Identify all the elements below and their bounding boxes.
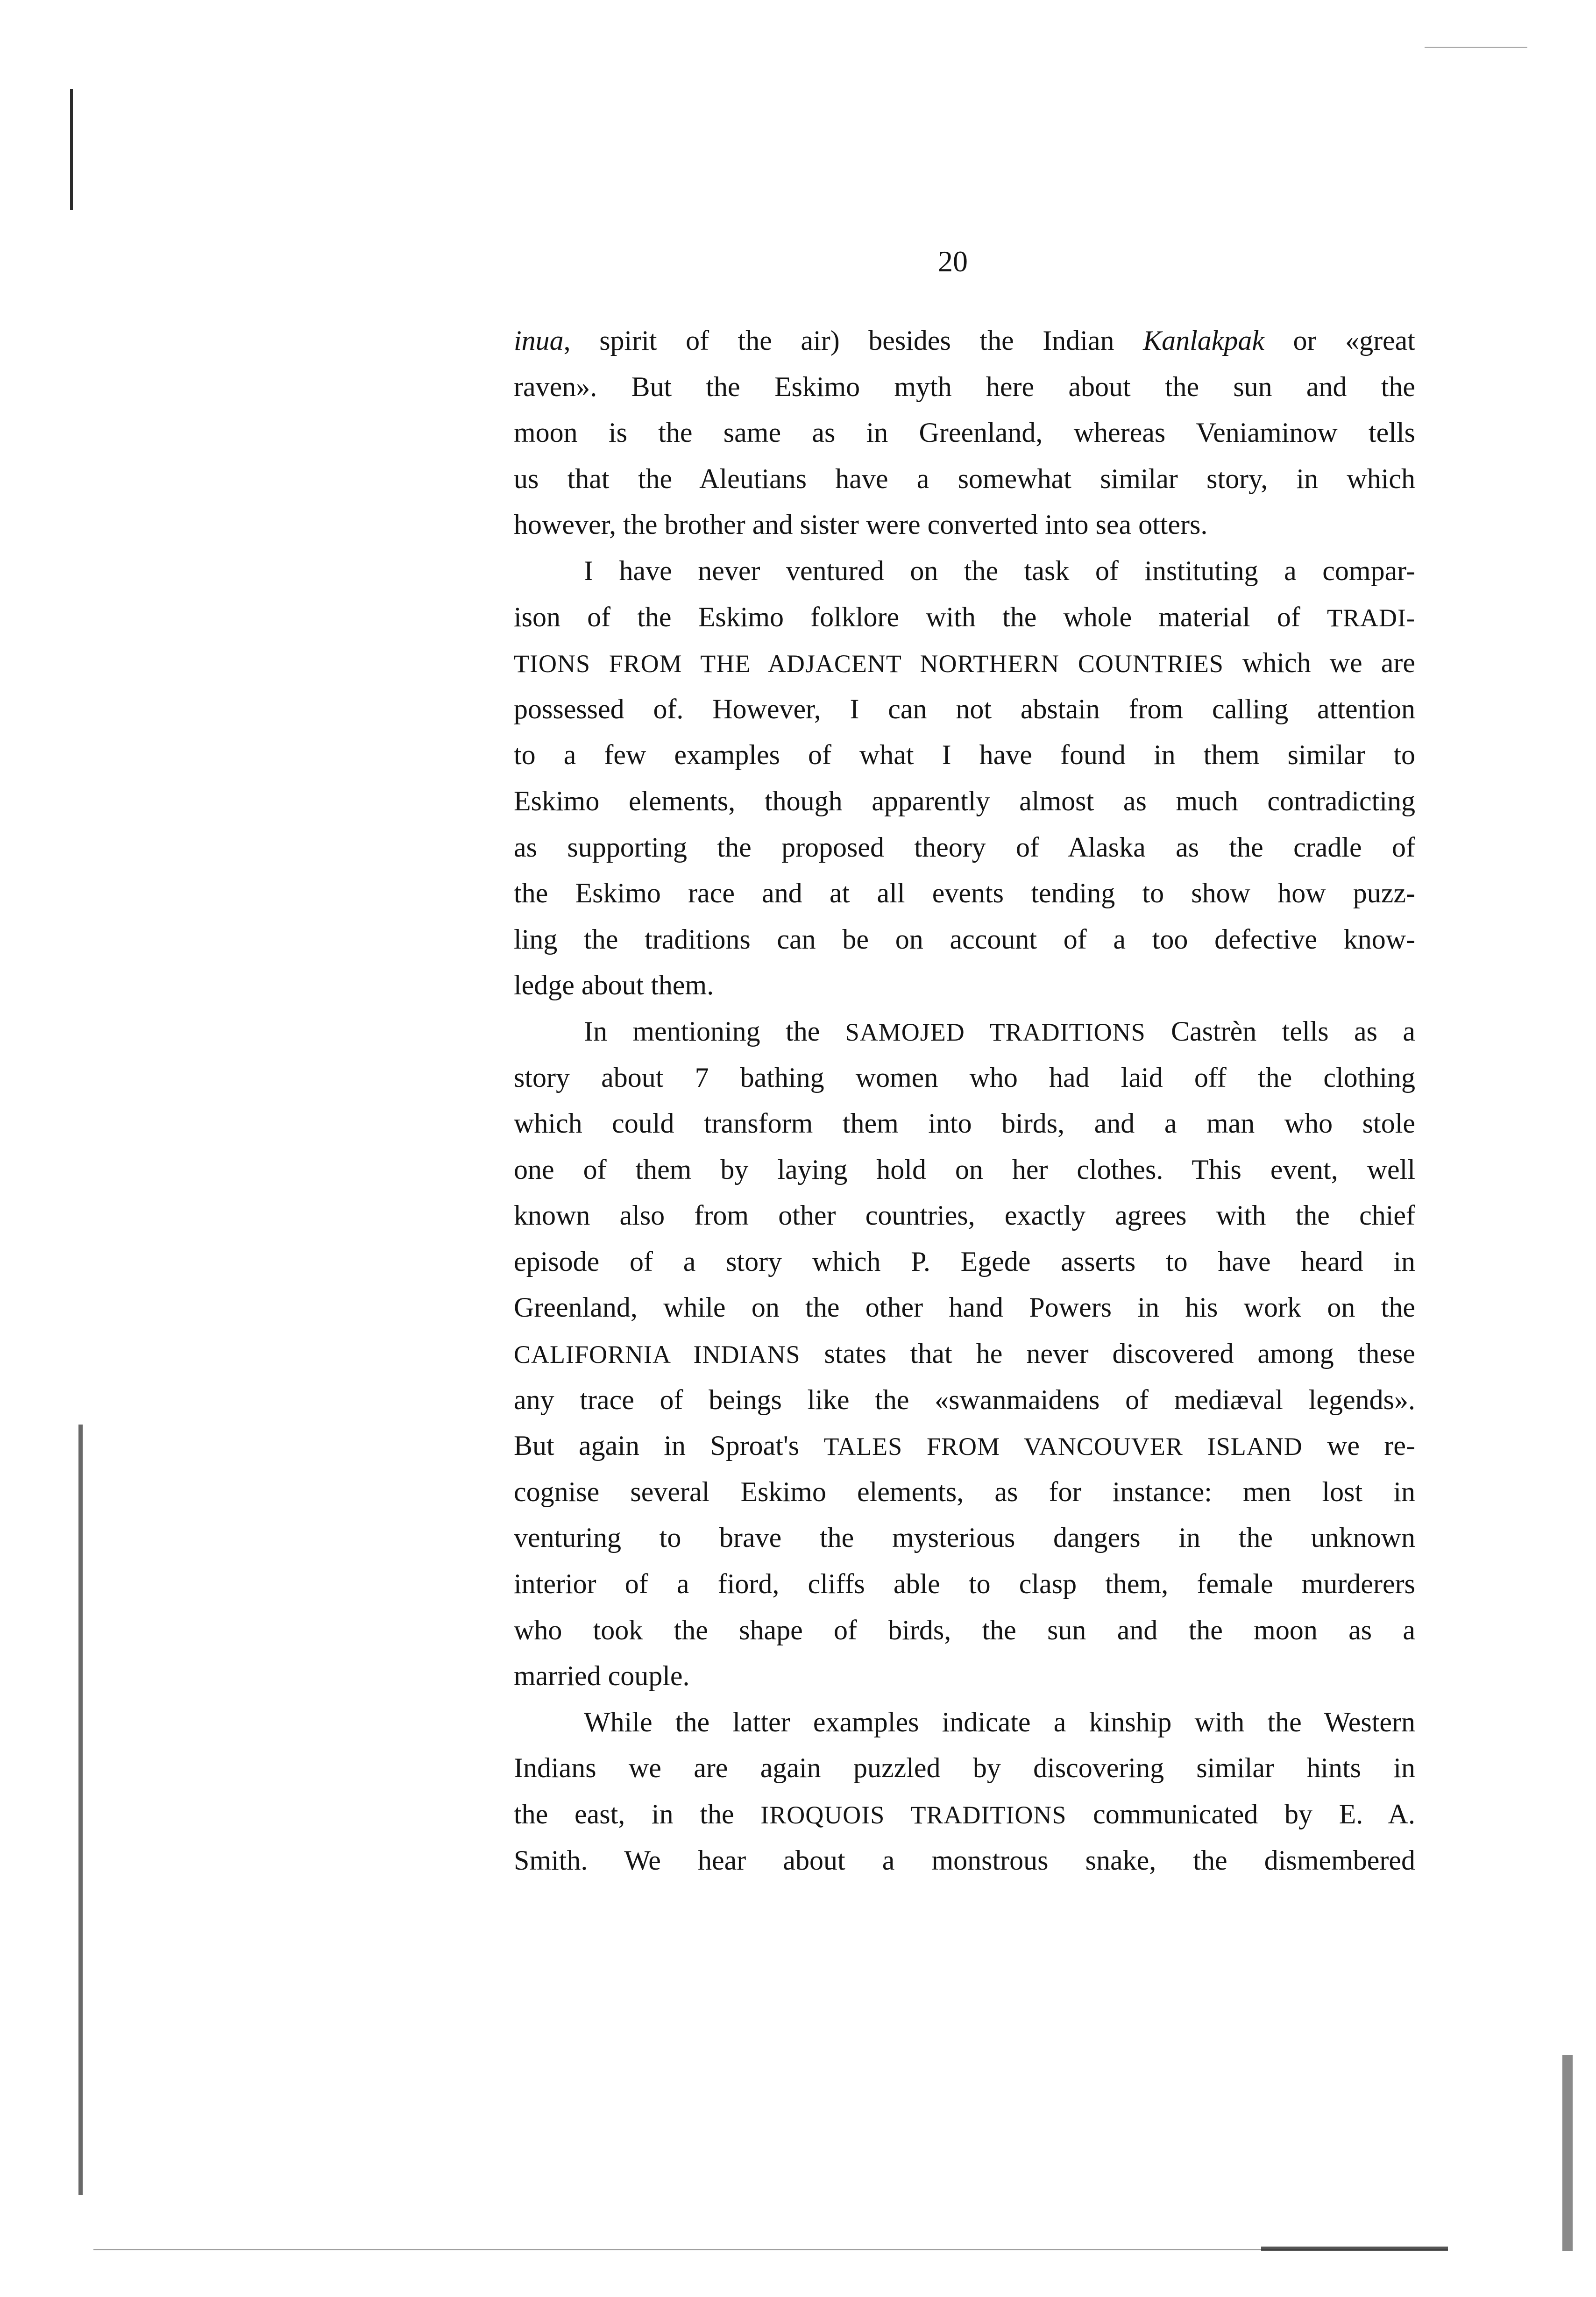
text-line [514, 456, 1415, 502]
text-line [514, 1377, 1415, 1423]
text-segment: moon is the same as in Greenland, whereas Veniaminow tells [514, 417, 1415, 448]
text-segment: however, the brother and sister were converted into sea otters. [514, 509, 1208, 540]
text-line [514, 318, 1415, 364]
text-line [514, 1055, 1415, 1101]
text-segment: any trace of beings like the «swanmaidens of mediæval legends». [514, 1384, 1415, 1415]
text-segment: cognise several Eskimo elements, as for instance: men lost in [514, 1476, 1415, 1507]
text-segment: to a few examples of what I have found in them similar to [514, 739, 1415, 771]
text-line [514, 1791, 1415, 1837]
text-line [514, 686, 1415, 732]
text-segment: known also from other countries, exactly agrees with the chief [514, 1200, 1415, 1231]
scan-edge-left-top [70, 89, 73, 210]
text-segment: I have never ventured on the task of instituting a compar- [584, 555, 1415, 586]
text-line [514, 778, 1415, 824]
scan-edge-bottom [93, 2249, 1448, 2250]
text-segment: one of them by laying hold on her clothes. This event, well [514, 1154, 1415, 1185]
text-line [514, 1284, 1415, 1331]
text-line [514, 1008, 1415, 1055]
text-line [514, 1561, 1415, 1607]
scan-edge-top-right [1425, 47, 1527, 48]
text-segment: which we are [1223, 647, 1415, 679]
text-line [514, 824, 1415, 871]
text-segment: In mentioning the [584, 1015, 845, 1047]
text-line [514, 502, 1415, 548]
text-segment: ling the traditions can be on account of a too defective know- [514, 923, 1415, 955]
scan-edge-right-bottom [1562, 2055, 1573, 2251]
text-segment: TALES FROM VANCOUVER ISLAND [823, 1432, 1303, 1461]
text-segment: IROQUOIS TRADITIONS [760, 1801, 1067, 1829]
text-line [514, 732, 1415, 778]
text-line [514, 1699, 1415, 1745]
text-segment: us that the Aleutians have a somewhat similar story, in which [514, 463, 1415, 494]
text-segment: which could transform them into birds, and a man who stole [514, 1108, 1415, 1139]
text-segment: communicated by E. A. [1066, 1799, 1415, 1829]
text-segment: we re- [1302, 1430, 1415, 1461]
text-segment: CALIFORNIA INDIANS [514, 1340, 801, 1369]
text-line [514, 1423, 1415, 1469]
text-segment: possessed of. However, I can not abstain from calling attention [514, 693, 1415, 724]
text-line [514, 870, 1415, 916]
text-segment: Eskimo elements, though apparently almost as much contradicting [514, 785, 1415, 816]
text-line [514, 1837, 1415, 1884]
text-segment: story about 7 bathing women who had laid off the clothing [514, 1062, 1415, 1093]
text-segment: While the latter examples indicate a kinship with the Western [584, 1706, 1415, 1737]
text-segment: ledge about them. [514, 970, 714, 1001]
text-segment: the Eskimo race and at all events tending to show how puzz- [514, 878, 1415, 909]
text-line [514, 640, 1415, 686]
text-segment: TRADI- [1327, 603, 1415, 632]
text-segment: married couple. [514, 1660, 690, 1692]
text-line [514, 1147, 1415, 1193]
text-segment: or «great [1264, 325, 1415, 356]
page-number: 20 [938, 245, 968, 278]
text-segment: states that he never discovered among these [800, 1338, 1415, 1369]
text-line [514, 916, 1415, 963]
text-segment: Castrèn tells as a [1145, 1015, 1416, 1047]
body-text [514, 318, 1415, 1883]
text-segment: who took the shape of birds, the sun and the moon as a [514, 1614, 1415, 1645]
text-segment: ison of the Eskimo folklore with the whole material of [514, 601, 1327, 632]
scan-edge-bottom-right [1261, 2247, 1448, 2251]
text-segment: inua [514, 325, 564, 356]
text-segment: But again in Sproat's [514, 1430, 824, 1461]
text-segment: Greenland, while on the other hand Powers in his work on the [514, 1292, 1415, 1323]
text-segment: interior of a fiord, cliffs able to clasp them, female murderers [514, 1568, 1415, 1600]
text-segment: SAMOJED TRADITIONS [845, 1018, 1146, 1046]
text-line [514, 1331, 1415, 1377]
text-line [514, 1100, 1415, 1147]
text-line [514, 364, 1415, 410]
scan-edge-left-bottom [78, 1425, 83, 2195]
text-segment: episode of a story which P. Egede asserts to have heard in [514, 1246, 1415, 1277]
text-line [514, 1653, 1415, 1699]
text-line [514, 1469, 1415, 1515]
text-segment: Smith. We hear about a monstrous snake, the dismembered [514, 1844, 1415, 1876]
text-segment: Indians we are again puzzled by discovering similar hints in [514, 1752, 1415, 1784]
text-segment: as supporting the proposed theory of Alaska as the cradle of [514, 831, 1415, 863]
text-line [514, 1607, 1415, 1653]
text-segment: TIONS FROM THE ADJACENT NORTHERN COUNTRIES [514, 650, 1224, 678]
text-segment: the east, in the [514, 1799, 761, 1829]
text-line [514, 1192, 1415, 1239]
text-segment: venturing to brave the mysterious dangers in the unknown [514, 1522, 1415, 1553]
text-segment: raven». But the Eskimo myth here about the sun and the [514, 371, 1415, 402]
text-segment: , spirit of the air) besides the Indian [563, 325, 1143, 356]
text-line [514, 1515, 1415, 1561]
text-line [514, 962, 1415, 1008]
text-line [514, 594, 1415, 640]
text-line [514, 1745, 1415, 1791]
text-line [514, 1239, 1415, 1285]
text-line [514, 548, 1415, 594]
text-segment: Kanlakpak [1143, 325, 1265, 356]
text-line [514, 410, 1415, 456]
